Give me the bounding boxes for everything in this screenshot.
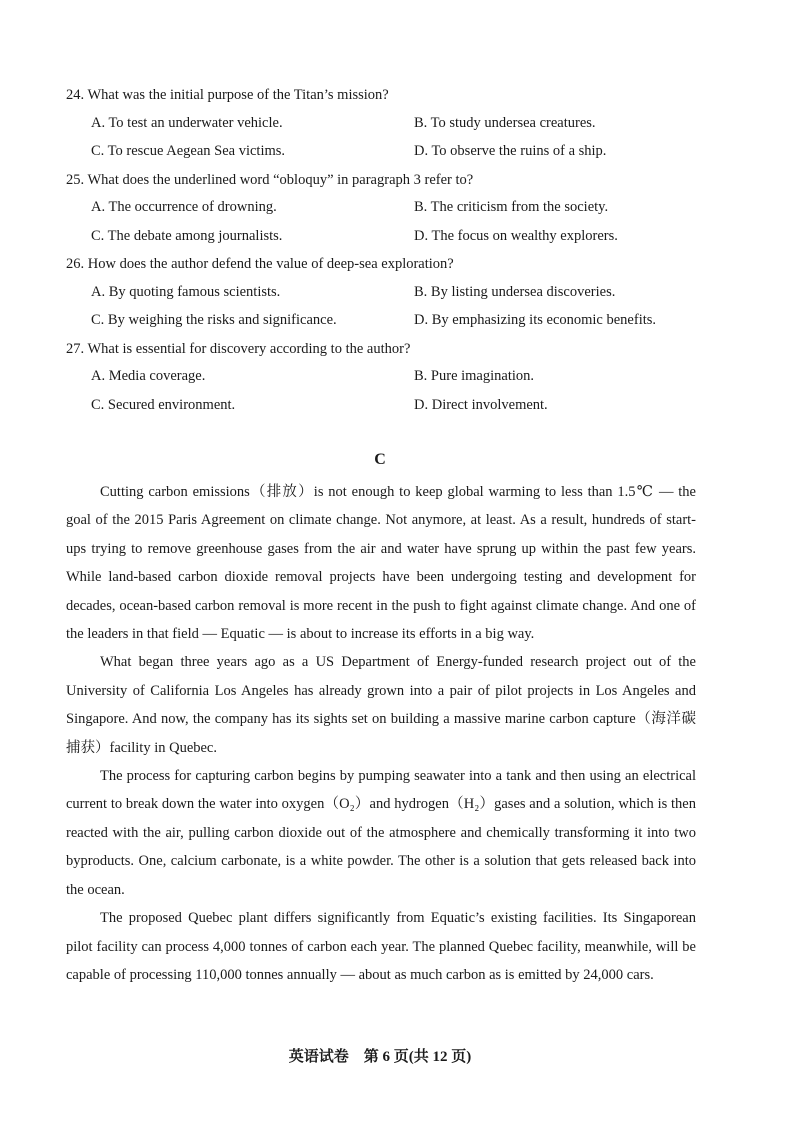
passage-paragraph-4: The proposed Quebec plant differs significantly from Equatic’s existing facilities. Its Singaporean pilot facility can process 4,000 tonnes of carbon each year. The planned Quebec facility, meanwhile, will be capable of processing 110,000 tonnes annually — about as much carbon as is emitted by 24,000 cars. [66, 910, 696, 983]
question-25-option-d: D. The focus on wealthy explorers. [414, 228, 618, 244]
reading-passage [66, 478, 696, 989]
question-27-option-d: D. Direct involvement. [414, 397, 548, 413]
question-26-option-d: D. By emphasizing its economic benefits. [414, 312, 657, 328]
question-27-option-a: A. Media coverage. [91, 368, 206, 384]
question-27-option-c: C. Secured environment. [91, 397, 236, 413]
passage-paragraph-3: The process for capturing carbon begins by pumping seawater into a tank and then using an electrical current to break down the water into oxygen（O₂）and hydrogen（H₂）gases and a solution, which is then reacted with the air, pulling carbon dioxide out of the atmosphere and chemically transforming it into two byproducts. One, calcium carbonate, is a white powder. The other is a solution that gets released back into the ocean. [66, 768, 696, 898]
passage-paragraph-2: What began three years ago as a US Department of Energy-funded research project out of the University of California Los Angeles has already grown into a pair of pilot projects in Los Angeles and Singapore. And now, the company has its sights set on building a massive marine carbon capture（海洋碳捕获）facility in Quebec. [66, 654, 696, 756]
question-24-option-c: C. To rescue Aegean Sea victims. [91, 143, 286, 159]
question-25-stem: 25. What does the underlined word “obloquy” in paragraph 3 refer to? [66, 172, 474, 188]
question-26-option-a: A. By quoting famous scientists. [91, 284, 281, 300]
question-24-stem: 24. What was the initial purpose of the Titan’s mission? [66, 87, 389, 103]
section-title: C [374, 451, 386, 468]
page-footer: 英语试卷 第 6 页(共 12 页) [288, 1049, 472, 1065]
question-24-option-a: A. To test an underwater vehicle. [91, 115, 283, 131]
question-26-option-c: C. By weighing the risks and significance. [91, 312, 337, 328]
question-24-option-d: D. To observe the ruins of a ship. [414, 143, 607, 159]
question-25-option-a: A. The occurrence of drowning. [91, 199, 277, 215]
question-26-stem: 26. How does the author defend the value of deep-sea exploration? [66, 256, 454, 272]
question-25-option-c: C. The debate among journalists. [91, 228, 283, 244]
question-27-option-b: B. Pure imagination. [414, 368, 535, 384]
question-26-option-b: B. By listing undersea discoveries. [414, 284, 616, 300]
question-24-option-b: B. To study undersea creatures. [414, 115, 596, 131]
question-25-option-b: B. The criticism from the society. [414, 199, 609, 215]
passage-paragraph-1: Cutting carbon emissions（排放）is not enough to keep global warming to less than 1.5℃ — the goal of the 2015 Paris Agreement on climate change. Not anymore, at least. As a result, hundreds of start-ups trying to remove greenhouse gases from the air and water have sprung up within the past few years. While land-based carbon dioxide removal projects have been undergoing testing and development for decades, ocean-based carbon removal is more recent in the push to fight against climate change. And one of the leaders in that field — Equatic — is about to increase its efforts in a big way. [66, 484, 696, 643]
question-27-stem: 27. What is essential for discovery according to the author? [66, 341, 411, 357]
